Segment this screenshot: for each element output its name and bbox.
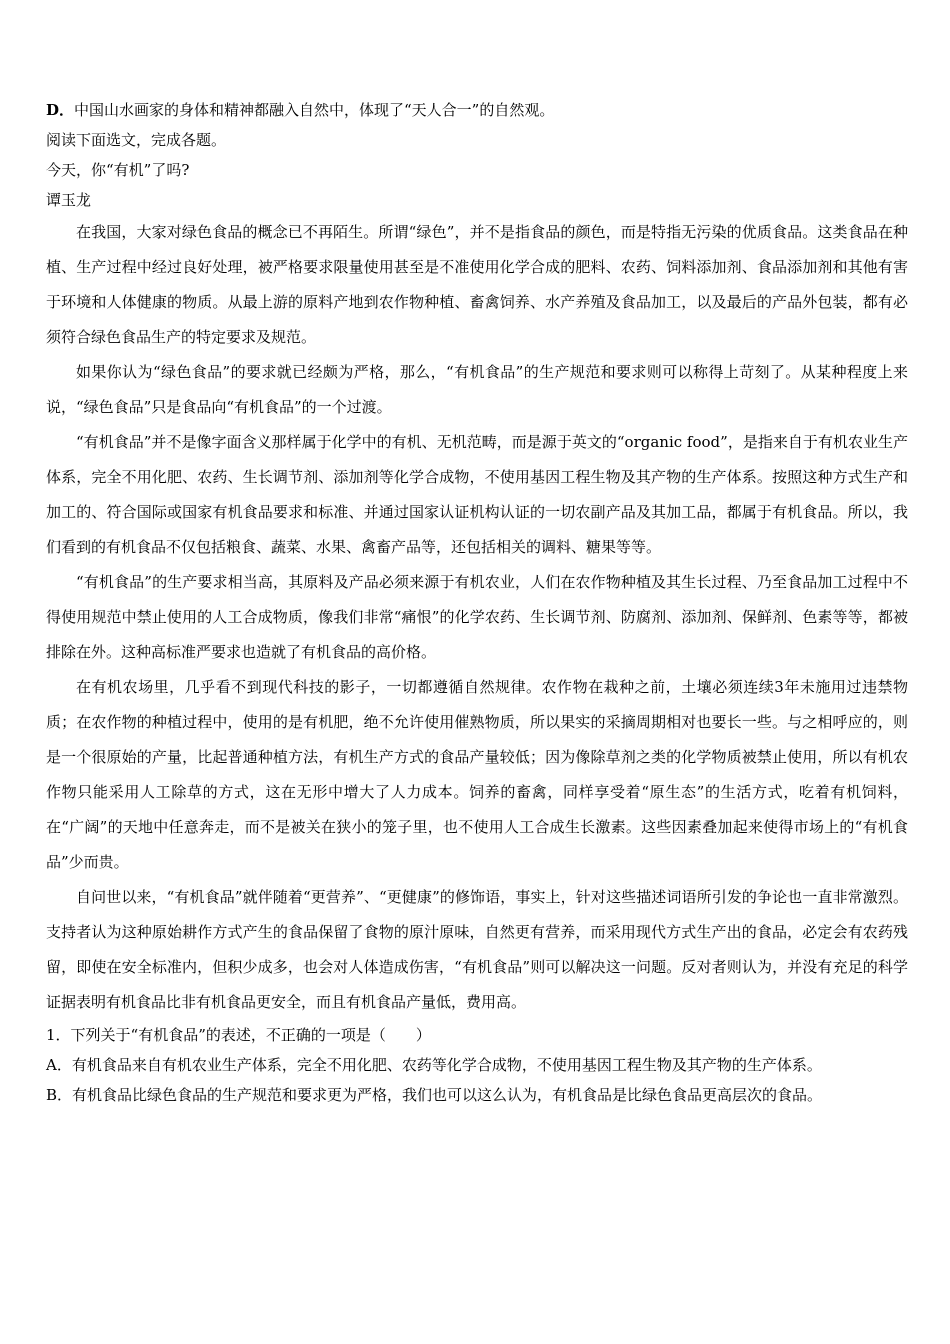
option-text: 有机食品来自有机农业生产体系，完全不用化肥、农药等化学合成物，不使用基因工程生物及其产物的生产体系。 — [71, 1056, 822, 1074]
reading-instruction: 阅读下面选文，完成各题。 — [46, 131, 227, 149]
option-b — [46, 1080, 908, 1110]
question-stem — [46, 1020, 908, 1050]
option-letter: A． — [46, 1056, 72, 1074]
article-paragraph: 自问世以来，“有机食品”就伴随着“更营养”、“更健康”的修饰语，事实上，针对这些描述词语所引发的争论也一直非常激烈。支持者认为这种原始耕作方式产生的食品保留了食物的原汁原味，自然更有营养，而采用现代方式生产出的食品，必定会有农药残留，即使在安全标准内，但积少成多，也会对人体造成伤害，“有机食品”则可以解决这一问题。反对者则认为，并没有充足的科学证据表明有机食品比非有机食品更安全，而且有机食品产量低，费用高。 — [46, 888, 908, 1011]
option-a — [46, 1050, 908, 1080]
option-text: 有机食品比绿色食品的生产规范和要求更为严格，我们也可以这么认为，有机食品是比绿色食品更高层次的食品。 — [72, 1086, 823, 1104]
option-d — [46, 95, 908, 125]
option-letter: B． — [46, 1086, 73, 1104]
option-text: 中国山水画家的身体和精神都融入自然中，体现了“天人合一”的自然观。 — [74, 101, 555, 119]
article-paragraph: 在我国，大家对绿色食品的概念已不再陌生。所谓“绿色”，并不是指食品的颜色，而是特指无污染的优质食品。这类食品在种植、生产过程中经过良好处理，被严格要求限量使用甚至是不准使用化学合成的肥料、农药、饲料添加剂、食品添加剂和其他有害于环境和人体健康的物质。从最上游的原料产地到农作物种植、畜禽饲养、水产养殖及食品加工，以及最后的产品外包装，都有必须符合绿色食品生产的特定要求及规范。 — [46, 223, 908, 346]
option-letter: D． — [46, 101, 75, 119]
question-text: 下列关于“有机食品”的表述，不正确的一项是（ ） — [70, 1026, 431, 1044]
article-title: 今天，你“有机”了吗? — [46, 161, 190, 179]
question-number: 1． — [46, 1026, 71, 1044]
article-paragraph: 在有机农场里，几乎看不到现代科技的影子，一切都遵循自然规律。农作物在栽种之前，土壤必须连续3年未施用过违禁物质；在农作物的种植过程中，使用的是有机肥，绝不允许使用催熟物质，所以果实的采摘周期相对也要长一些。与之相呼应的，则是一个很原始的产量，比起普通种植方法，有机生产方式的食品产量较低；因为像除草剂之类的化学物质被禁止使用，所以有机农作物只能采用人工除草的方式，这在无形中增大了人力成本。饲养的畜禽，同样享受着“原生态”的生活方式，吃着有机饲料，在“广阔”的天地中任意奔走，而不是被关在狭小的笼子里，也不使用人工合成生长激素。这些因素叠加起来使得市场上的“有机食品”少而贵。 — [46, 678, 908, 871]
article-author: 谭玉龙 — [46, 191, 92, 209]
article-paragraph: “有机食品”并不是像字面含义那样属于化学中的有机、无机范畴，而是源于英文的“organic food”，是指来自于有机农业生产体系，完全不用化肥、农药、生长调节剂、添加剂等化学合成物，不使用基因工程生物及其产物的生产体系。按照这种方式生产和加工的、符合国际或国家有机食品要求和标准、并通过国家认证机构认证的一切农副产品及其加工品，都属于有机食品。所以，我们看到的有机食品不仅包括粮食、蔬菜、水果、禽畜产品等，还包括相关的调料、糖果等等。 — [46, 433, 908, 556]
article-paragraph: 如果你认为“绿色食品”的要求就已经颇为严格，那么，“有机食品”的生产规范和要求则可以称得上苛刻了。从某种程度上来说，“绿色食品”只是食品向“有机食品”的一个过渡。 — [46, 363, 908, 416]
document-page — [46, 95, 908, 1110]
article-paragraph: “有机食品”的生产要求相当高，其原料及产品必须来源于有机农业，人们在农作物种植及其生长过程、乃至食品加工过程中不得使用规范中禁止使用的人工合成物质，像我们非常“痛恨”的化学农药、生长调节剂、防腐剂、添加剂、保鲜剂、色素等等，都被排除在外。这种高标准严要求也造就了有机食品的高价格。 — [46, 573, 908, 661]
